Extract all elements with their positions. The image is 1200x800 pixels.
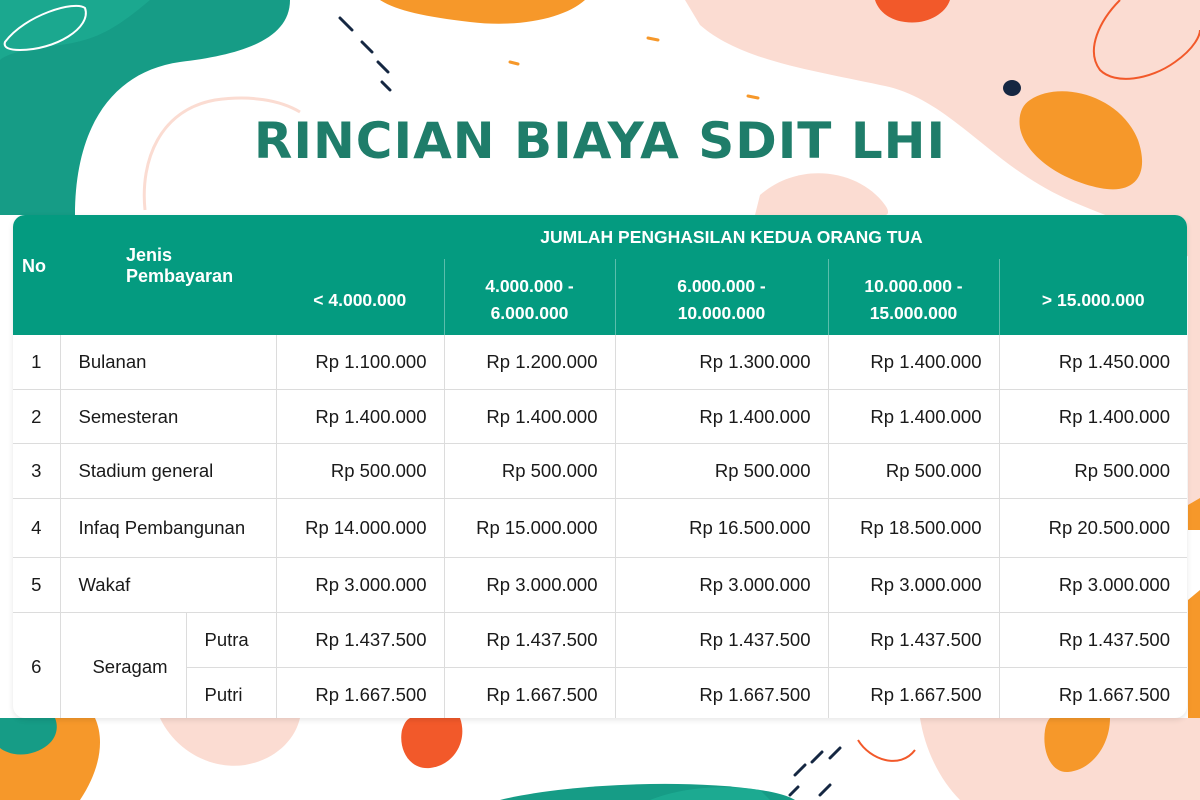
table-row bbox=[13, 499, 1187, 558]
row-number: 6 bbox=[13, 613, 60, 719]
fee-table bbox=[13, 215, 1187, 718]
amount-cell: Rp 500.000 bbox=[828, 444, 999, 499]
payment-subtype: Putra bbox=[186, 613, 276, 668]
row-number: 3 bbox=[13, 444, 60, 499]
amount-cell: Rp 3.000.000 bbox=[615, 558, 828, 613]
amount-cell: Rp 1.400.000 bbox=[615, 390, 828, 444]
header-jenis-pembayaran: Jenis Pembayaran bbox=[126, 245, 234, 286]
row-number: 4 bbox=[13, 499, 60, 558]
amount-cell: Rp 500.000 bbox=[615, 444, 828, 499]
amount-cell: Rp 3.000.000 bbox=[999, 558, 1187, 613]
payment-type: Wakaf bbox=[60, 558, 276, 613]
amount-cell: Rp 500.000 bbox=[444, 444, 615, 499]
payment-type: Infaq Pembangunan bbox=[60, 499, 276, 558]
amount-cell: Rp 1.437.500 bbox=[615, 613, 828, 668]
header-bracket: 10.000.000 - 15.000.000 bbox=[828, 259, 999, 335]
amount-cell: Rp 15.000.000 bbox=[444, 499, 615, 558]
amount-cell: Rp 1.437.500 bbox=[444, 613, 615, 668]
amount-cell: Rp 1.300.000 bbox=[615, 335, 828, 390]
table-row bbox=[13, 558, 1187, 613]
amount-cell: Rp 1.200.000 bbox=[444, 335, 615, 390]
amount-cell: Rp 3.000.000 bbox=[828, 558, 999, 613]
amount-cell: Rp 1.437.500 bbox=[276, 613, 444, 668]
amount-cell: Rp 1.100.000 bbox=[276, 335, 444, 390]
table-row bbox=[13, 335, 1187, 390]
payment-subtype: Putri bbox=[186, 668, 276, 719]
amount-cell: Rp 14.000.000 bbox=[276, 499, 444, 558]
header-bracket: < 4.000.000 bbox=[313, 289, 407, 310]
table-row bbox=[13, 390, 1187, 444]
amount-cell: Rp 20.500.000 bbox=[999, 499, 1187, 558]
header-no: No bbox=[22, 255, 46, 276]
page-title: RINCIAN BIAYA SDIT LHI bbox=[253, 112, 947, 170]
amount-cell: Rp 1.450.000 bbox=[999, 335, 1187, 390]
amount-cell: Rp 1.400.000 bbox=[828, 335, 999, 390]
header-bracket: 4.000.000 - 6.000.000 bbox=[444, 259, 615, 335]
amount-cell: Rp 18.500.000 bbox=[828, 499, 999, 558]
payment-type: Stadium general bbox=[60, 444, 276, 499]
amount-cell: Rp 3.000.000 bbox=[276, 558, 444, 613]
amount-cell: Rp 16.500.000 bbox=[615, 499, 828, 558]
amount-cell: Rp 1.437.500 bbox=[999, 613, 1187, 668]
amount-cell: Rp 1.437.500 bbox=[828, 613, 999, 668]
row-number: 5 bbox=[13, 558, 60, 613]
row-number: 1 bbox=[13, 335, 60, 390]
table-row bbox=[13, 613, 1187, 668]
amount-cell: Rp 1.667.500 bbox=[444, 668, 615, 719]
header-income-group: JUMLAH PENGHASILAN KEDUA ORANG TUA bbox=[540, 226, 923, 247]
amount-cell: Rp 1.667.500 bbox=[828, 668, 999, 719]
header-bracket: > 15.000.000 bbox=[999, 259, 1187, 335]
payment-type: Bulanan bbox=[60, 335, 276, 390]
payment-type: Semesteran bbox=[60, 390, 276, 444]
amount-cell: Rp 1.667.500 bbox=[615, 668, 828, 719]
fee-table-card bbox=[13, 215, 1187, 718]
amount-cell: Rp 1.400.000 bbox=[828, 390, 999, 444]
amount-cell: Rp 1.400.000 bbox=[999, 390, 1187, 444]
table-row bbox=[13, 668, 1187, 719]
amount-cell: Rp 1.667.500 bbox=[276, 668, 444, 719]
amount-cell: Rp 1.400.000 bbox=[276, 390, 444, 444]
amount-cell: Rp 3.000.000 bbox=[444, 558, 615, 613]
row-number: 2 bbox=[13, 390, 60, 444]
amount-cell: Rp 1.667.500 bbox=[999, 668, 1187, 719]
amount-cell: Rp 500.000 bbox=[999, 444, 1187, 499]
amount-cell: Rp 1.400.000 bbox=[444, 390, 615, 444]
header-bracket: 6.000.000 - 10.000.000 bbox=[615, 259, 828, 335]
amount-cell: Rp 500.000 bbox=[276, 444, 444, 499]
header-row-top bbox=[13, 215, 1187, 259]
table-row bbox=[13, 444, 1187, 499]
payment-type: Seragam bbox=[60, 613, 186, 719]
